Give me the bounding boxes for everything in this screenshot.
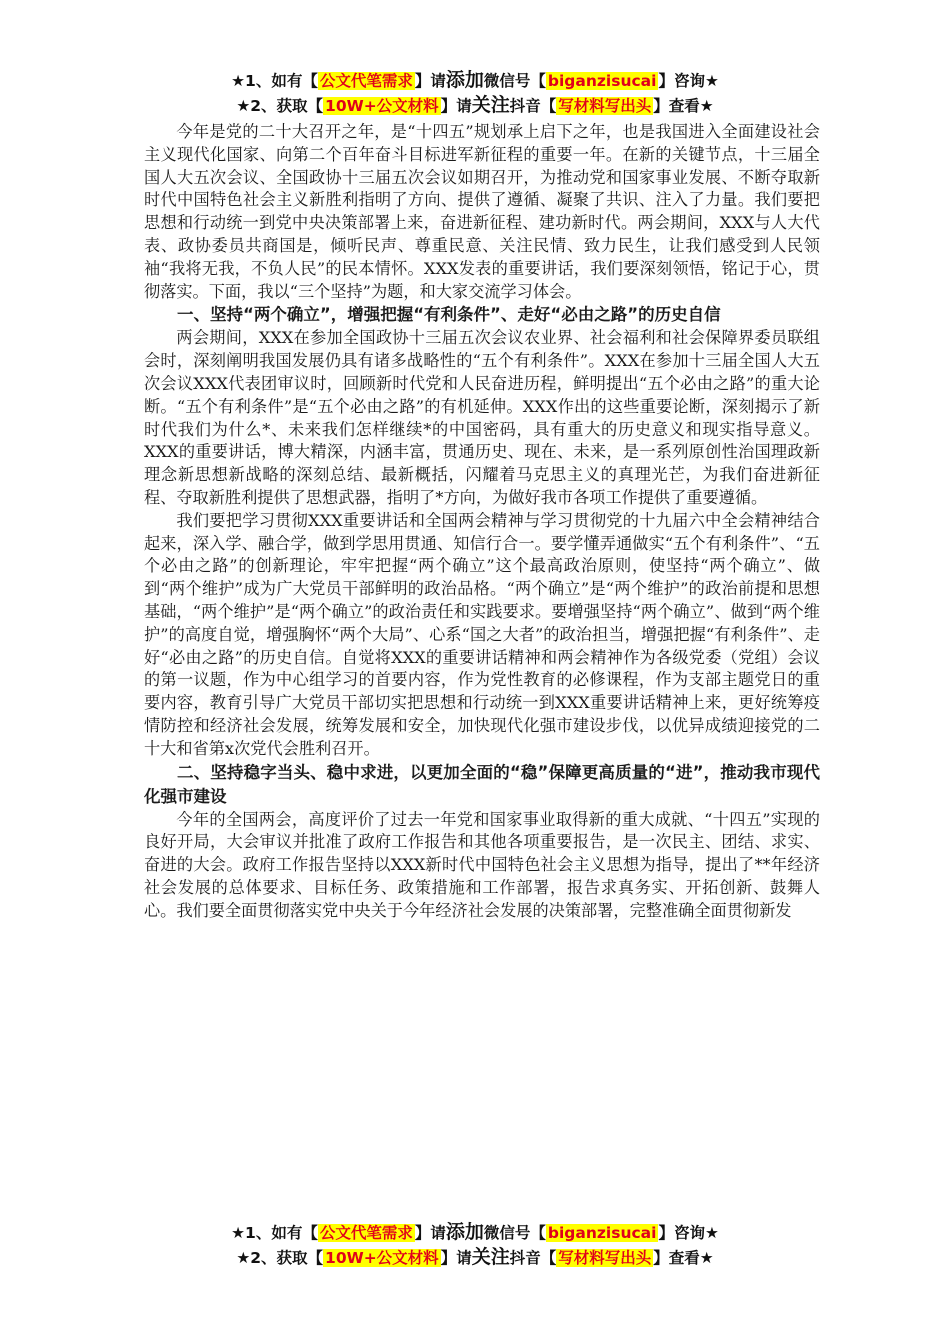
banner-emphasis: 添加 <box>445 1221 484 1243</box>
banner-text: 】请 <box>440 1249 472 1267</box>
paragraph: 我们要把学习贯彻XXX重要讲话和全国两会精神与学习贯彻党的十九届六中全会精神结合起来，深入学、融合学，做到学思用贯通、知信行合一。要学懂弄通做实“五个有利条件”、“五个必由之路”的创新理论，牢牢把握“两个确立”这个最高政治原则，使坚持“两个确立”、做到“两个维护”成为广大党员干部鲜明的政治品格。“两个确立”是“两个维护”的政治前提和思想基础，“两个维护”是“两个确立”的政治责任和实践要求。要增强坚持“两个确立”、做到“两个维护”的高度自觉，增强胸怀“两个大局”、心系“国之大者”的政治担当，增强把握“有利条件”、走好“必由之路”的历史自信。自觉将XXX的重要讲话精神和两会精神作为各级党委（党组）会议的第一议题，作为中心组学习的首要内容，作为党性教育的必修课程，作为支部主题党日的重要内容，教育引导广大党员干部切实把思想和行动统一到XXX重要讲话精神上来，更好统筹疫情防控和经济社会发展，统筹发展和安全，加快现代化强市建设步伐，以优异成绩迎接党的二十大和省第x次党代会胜利召开。 <box>144 510 820 758</box>
highlight-materials: 10W+公文材料 <box>325 97 439 115</box>
article-body <box>144 121 820 923</box>
paragraph-intro: 今年是党的二十大召开之年，是“十四五”规划承上启下之年，也是我国进入全面建设社会主义现代化国家、向第二个百年奋斗目标进军新征程的重要一年。在新的关键节点，十三届全国人大五次会议、全国政协十三届五次会议如期召开，为推动党和国家事业发展、不断夺取新时代中国特色社会主义新胜利指明了方向、提供了遵循、凝聚了共识、注入了力量。我们要把思想和行动统一到党中央决策部署上来，奋进新征程、建功新时代。两会期间，XXX与人大代表、政协委员共商国是，倾听民声、尊重民意、关注民情、致力民生，让我们感受到人民领袖“我将无我，不负人民”的民本情怀。XXX发表的重要讲话，我们要深刻领悟，铭记于心，贯彻落实。下面，我以“三个坚持”为题，和大家交流学习体会。 <box>144 122 820 301</box>
banner-text: ★2、获取【 <box>236 97 324 115</box>
highlight-douyin-account: 写材料写出头 <box>558 1249 652 1267</box>
banner-emphasis: 关注 <box>471 94 510 116</box>
banner-text: 】查看★ <box>653 97 714 115</box>
banner-text: 微信号【 <box>483 1224 546 1242</box>
footer-banner-line-1 <box>0 1220 950 1245</box>
banner-emphasis: 关注 <box>471 1246 510 1268</box>
banner-text: 】请 <box>440 97 472 115</box>
highlight-wechat-id: biganzisucai <box>547 1224 657 1242</box>
header-banner-line-1 <box>0 68 950 93</box>
header-banner <box>0 68 950 118</box>
section-heading-2: 二、坚持稳字当头、稳中求进，以更加全面的“稳”保障更高质量的“进”，推动我市现代化强市建设 <box>144 762 820 806</box>
banner-emphasis: 添加 <box>445 69 484 91</box>
header-banner-line-2 <box>0 93 950 118</box>
footer-banner <box>0 1220 950 1270</box>
banner-text: ★1、如有【 <box>231 1224 318 1242</box>
banner-text: 】咨询★ <box>658 72 719 90</box>
highlight-service: 公文代笔需求 <box>319 72 413 90</box>
highlight-service: 公文代笔需求 <box>319 1224 413 1242</box>
banner-text: 】请 <box>414 1224 446 1242</box>
banner-text: 】查看★ <box>653 1249 714 1267</box>
highlight-wechat-id: biganzisucai <box>547 72 657 90</box>
highlight-materials: 10W+公文材料 <box>325 1249 439 1267</box>
banner-text: 抖音【 <box>509 1249 557 1267</box>
banner-text: 】请 <box>414 72 446 90</box>
highlight-douyin-account: 写材料写出头 <box>558 97 652 115</box>
banner-text: ★1、如有【 <box>231 72 318 90</box>
banner-text: 抖音【 <box>509 97 557 115</box>
paragraph: 今年的全国两会，高度评价了过去一年党和国家事业取得新的重大成就、“十四五”实现的良好开局，大会审议并批准了政府工作报告和其他各项重要报告，是一次民主、团结、求实、奋进的大会。政府工作报告坚持以XXX新时代中国特色社会主义思想为指导，提出了**年经济社会发展的总体要求、目标任务、政策措施和工作部署，报告求真务实、开拓创新、鼓舞人心。我们要全面贯彻落实党中央关于今年经济社会发展的决策部署，完整准确全面贯彻新发 <box>144 809 820 920</box>
banner-text: ★2、获取【 <box>236 1249 324 1267</box>
banner-text: 微信号【 <box>483 72 546 90</box>
paragraph: 两会期间，XXX在参加全国政协十三届五次会议农业界、社会福利和社会保障界委员联组会时，深刻阐明我国发展仍具有诸多战略性的“五个有利条件”。XXX在参加十三届全国人大五次会议XXX代表团审议时，回顾新时代党和人民奋进历程，鲜明提出“五个必由之路”的重大论断。“五个有利条件”是“五个必由之路”的有机延伸。XXX作出的这些重要论断，深刻揭示了新时代我们为什么*、未来我们怎样继续*的中国密码，具有重大的历史意义和现实指导意义。XXX的重要讲话，博大精深，内涵丰富，贯通历史、现在、未来，是一系列原创性治国理政新理念新思想新战略的深刻总结、最新概括，闪耀着马克思主义的真理光芒，为我们奋进新征程、夺取新胜利提供了思想武器，指明了*方向，为做好我市各项工作提供了重要遵循。 <box>144 328 820 507</box>
section-heading-1: 一、坚持“两个确立”，增强把握“有利条件”、走好“必由之路”的历史自信 <box>177 305 721 325</box>
banner-text: 】咨询★ <box>658 1224 719 1242</box>
footer-banner-line-2 <box>0 1245 950 1270</box>
